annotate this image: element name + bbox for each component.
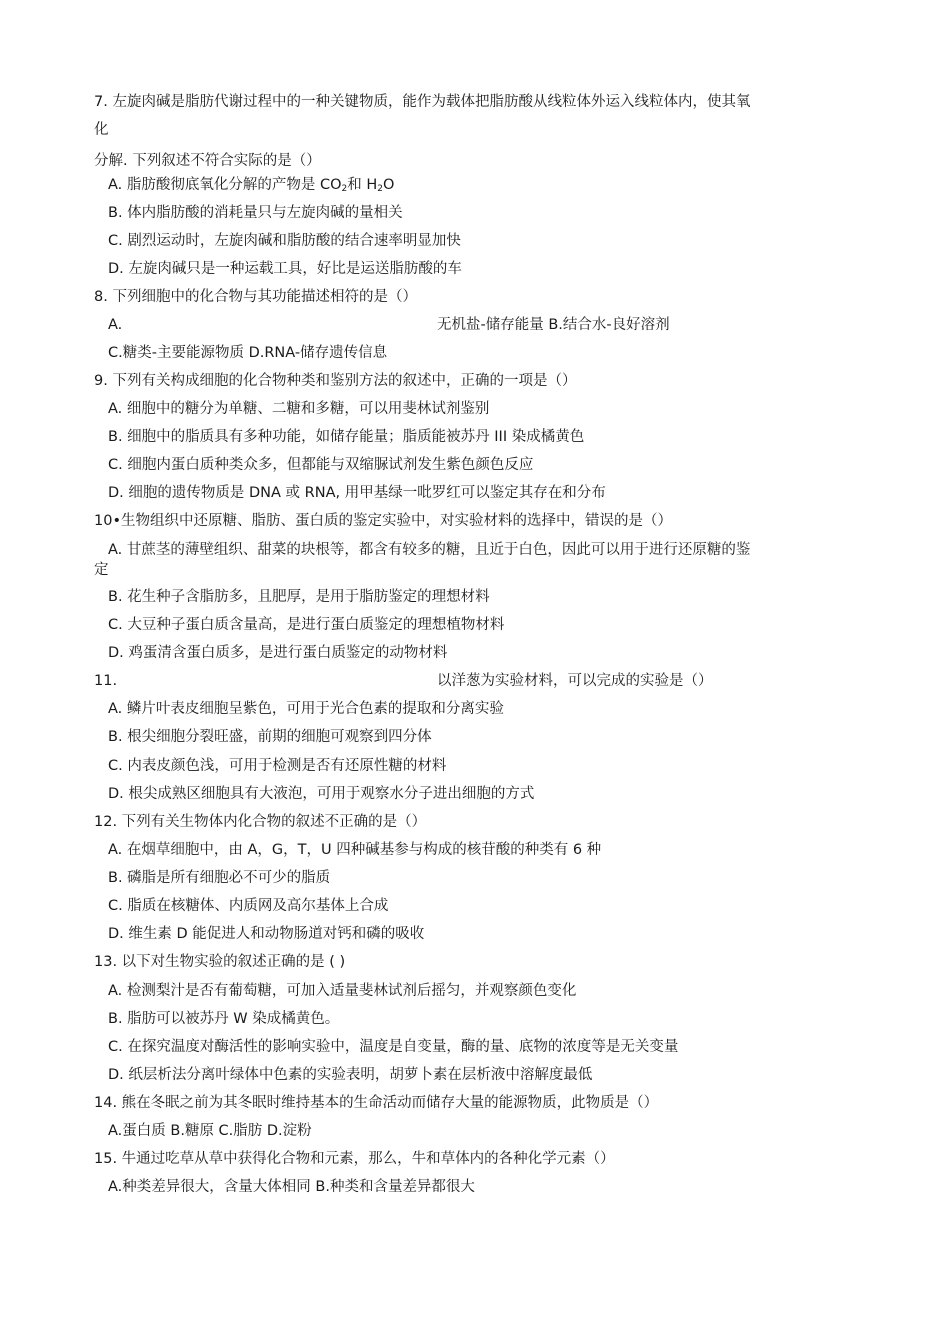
q13-option-a: A. 检测梨汁是否有葡萄糖，可加入适量斐林试剂后摇匀，并观察颜色变化 bbox=[108, 983, 577, 999]
q14-options: A.蛋白质 B.糖原 C.脂肪 D.淀粉 bbox=[108, 1123, 312, 1139]
q7-stem-line3: 分解. 下列叙述不符合实际的是（） bbox=[94, 153, 321, 169]
q7-option-b: B. 体内脂肪酸的消耗量只与左旋肉碱的量相关 bbox=[108, 205, 403, 221]
q7-option-a-post: O bbox=[383, 177, 395, 193]
q10-option-b: B. 花生种子含脂肪多，且肥厚，是用于脂肪鉴定的理想材料 bbox=[108, 589, 490, 605]
q12-option-a: A. 在烟草细胞中，由 A，G，T，U 四种碱基参与构成的核苷酸的种类有 6 种 bbox=[108, 842, 602, 858]
q15-stem: 15. 牛通过吃草从草中获得化合物和元素，那么，牛和草体内的各种化学元素（） bbox=[94, 1151, 615, 1167]
q7-option-a-pre: A. 脂肪酸彻底氧化分解的产物是 CO bbox=[108, 177, 342, 193]
q9-option-b: B. 细胞中的脂质具有多种功能，如储存能量；脂质能被苏丹 III 染成橘黄色 bbox=[108, 429, 585, 445]
q7-option-a bbox=[108, 175, 394, 199]
q8-option-a-label: A. bbox=[108, 317, 123, 333]
q9-option-d: D. 细胞的遗传物质是 DNA 或 RNA, 用甲基绿一吡罗红可以鉴定其存在和分布 bbox=[108, 485, 606, 501]
q10-stem: 10•生物组织中还原糖、脂肪、蛋白质的鉴定实验中，对实验材料的选择中，错误的是（） bbox=[94, 513, 672, 529]
q11-option-c: C. 内表皮颜色浅，可用于检测是否有还原性糖的材料 bbox=[108, 758, 447, 774]
q11-number: 11. bbox=[94, 673, 118, 689]
q9-stem: 9. 下列有关构成细胞的化合物种类和鉴别方法的叙述中，正确的一项是（） bbox=[94, 373, 577, 389]
q13-option-b: B. 脂肪可以被苏丹 W 染成橘黄色。 bbox=[108, 1011, 340, 1027]
q12-option-b: B. 磷脂是所有细胞必不可少的脂质 bbox=[108, 870, 331, 886]
q7-option-a-sub1: 2 bbox=[341, 184, 348, 194]
q13-option-c: C. 在探究温度对酶活性的影响实验中，温度是自变量，酶的量、底物的浓度等是无关变量 bbox=[108, 1039, 679, 1055]
q15-options: A.种类差异很大，含量大体相同 B.种类和含量差异都很大 bbox=[108, 1179, 475, 1195]
q7-stem-line2: 化 bbox=[94, 122, 109, 138]
q12-option-c: C. 脂质在核糖体、内质网及高尔基体上合成 bbox=[108, 898, 389, 914]
q7-option-a-mid: 和 H bbox=[347, 177, 378, 193]
q9-option-a: A. 细胞中的糖分为单糖、二糖和多糖，可以用斐林试剂鉴别 bbox=[108, 401, 490, 417]
q7-stem-line1: 7. 左旋肉碱是脂肪代谢过程中的一种关键物质，能作为载体把脂肪酸从线粒体外运入线粒体内，使其氧 bbox=[94, 94, 751, 110]
q8-options-ab: 无机盐-储存能量 B.结合水-良好溶剂 bbox=[437, 317, 670, 333]
q8-options-cd: C.糖类-主要能源物质 D.RNA-储存遗传信息 bbox=[108, 345, 388, 361]
q10-option-a-line1: A. 甘蔗茎的薄壁组织、甜菜的块根等，都含有较多的糖，且近于白色，因此可以用于进行还原糖的鉴 bbox=[108, 542, 751, 558]
q11-option-d: D. 根尖成熟区细胞具有大液泡，可用于观察水分子进出细胞的方式 bbox=[108, 786, 535, 802]
q12-stem: 12. 下列有关生物体内化合物的叙述不正确的是（） bbox=[94, 814, 427, 830]
q13-option-d: D. 纸层析法分离叶绿体中色素的实验表明，胡萝卜素在层析液中溶解度最低 bbox=[108, 1067, 593, 1083]
q14-stem: 14. 熊在冬眠之前为其冬眠时维持基本的生命活动而储存大量的能源物质，此物质是（） bbox=[94, 1095, 659, 1111]
q7-option-d: D. 左旋肉碱只是一种运载工具，好比是运送脂肪酸的车 bbox=[108, 261, 462, 277]
q10-option-c: C. 大豆种子蛋白质含量高，是进行蛋白质鉴定的理想植物材料 bbox=[108, 617, 505, 633]
q8-stem: 8. 下列细胞中的化合物与其功能描述相符的是（） bbox=[94, 289, 417, 305]
q13-stem: 13. 以下对生物实验的叙述正确的是 ( ) bbox=[94, 954, 346, 970]
q11-option-b: B. 根尖细胞分裂旺盛，前期的细胞可观察到四分体 bbox=[108, 729, 432, 745]
q7-option-a-sub2: 2 bbox=[377, 184, 384, 194]
q11-stem: 以洋葱为实验材料，可以完成的实验是（） bbox=[437, 673, 713, 689]
q9-option-c: C. 细胞内蛋白质种类众多，但都能与双缩脲试剂发生紫色颜色反应 bbox=[108, 457, 534, 473]
q7-option-c: C. 剧烈运动时，左旋肉碱和脂肪酸的结合速率明显加快 bbox=[108, 233, 461, 249]
q11-option-a: A. 鳞片叶表皮细胞呈紫色，可用于光合色素的提取和分离实验 bbox=[108, 701, 504, 717]
q10-option-a-line2: 定 bbox=[94, 562, 109, 578]
q12-option-d: D. 维生素 D 能促进人和动物肠道对钙和磷的吸收 bbox=[108, 926, 425, 942]
q10-option-d: D. 鸡蛋清含蛋白质多，是进行蛋白质鉴定的动物材料 bbox=[108, 645, 448, 661]
